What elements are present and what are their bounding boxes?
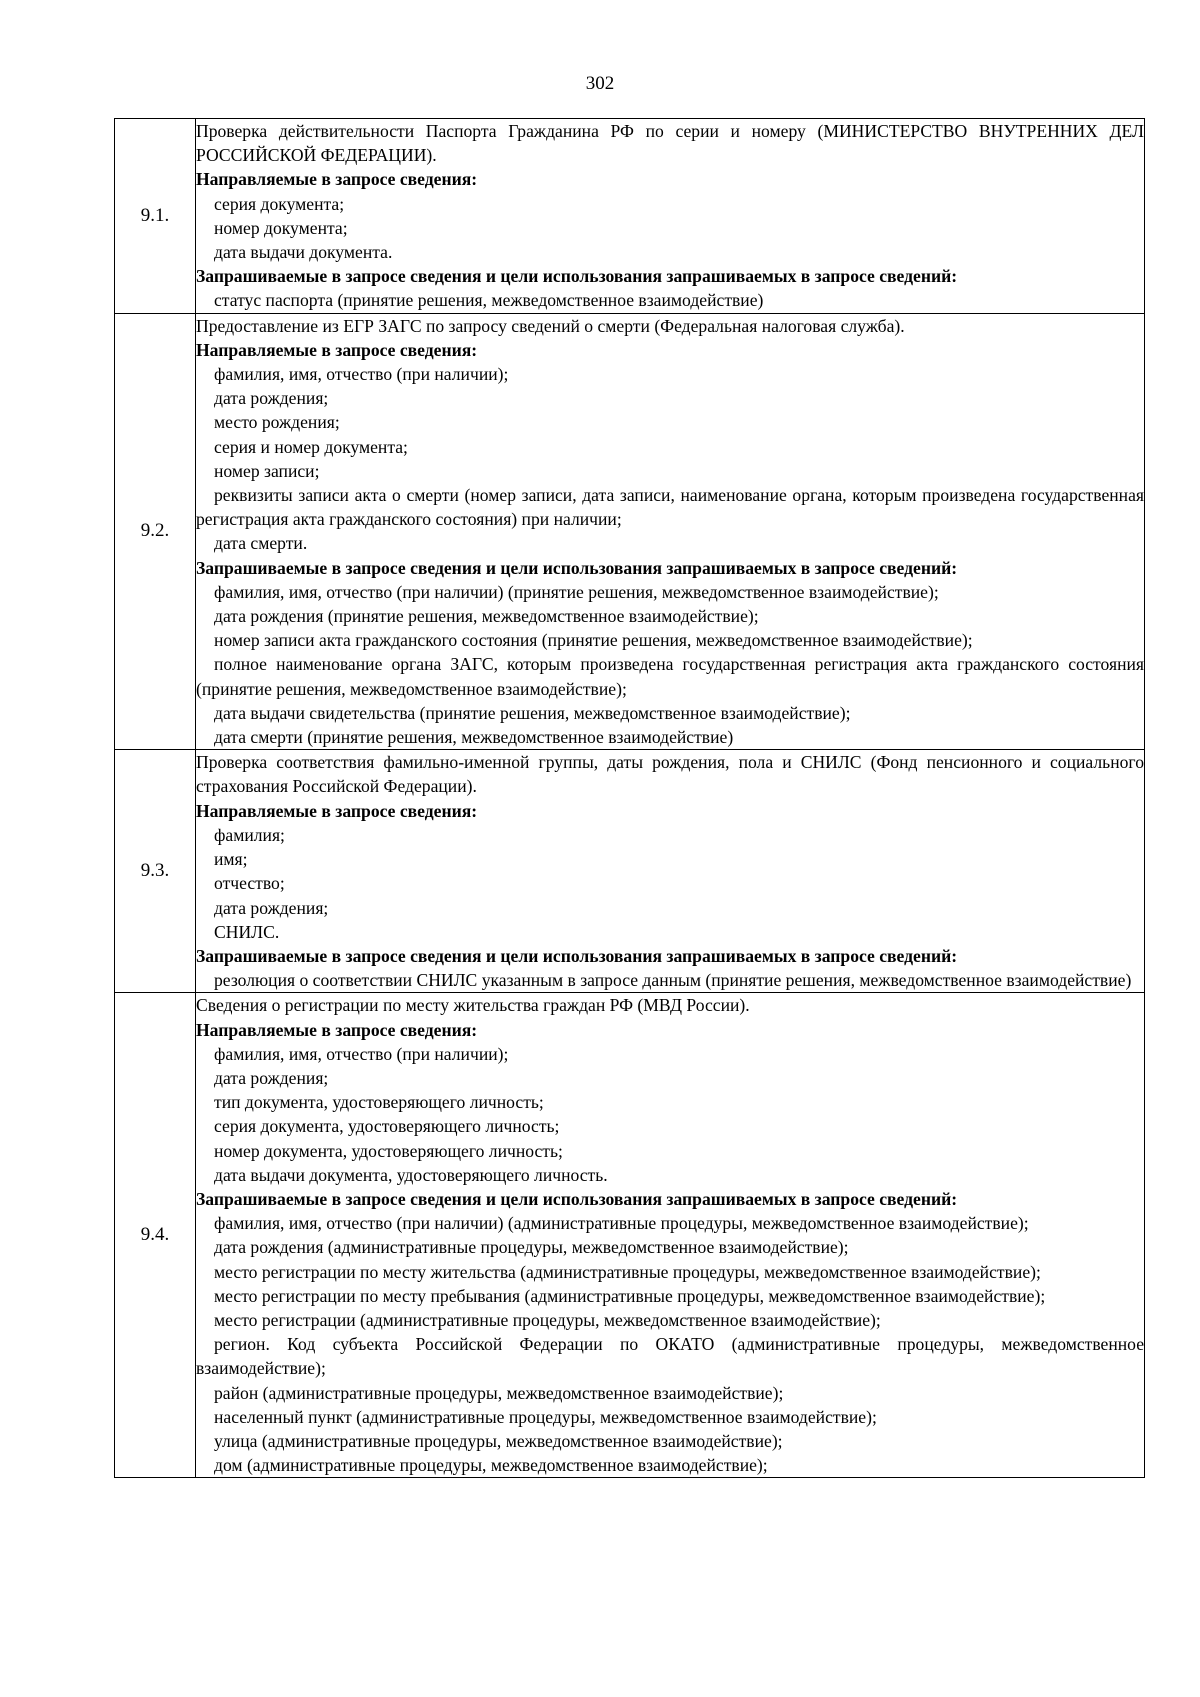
list-item: номер документа; [214, 217, 348, 238]
list-item: дата выдачи документа. [214, 242, 393, 263]
row-content [196, 750, 1145, 993]
section-heading: Запрашиваемые в запросе сведения и цели использования запрашиваемых в запросе сведений: [196, 266, 958, 287]
list-item: дата рождения; [214, 897, 329, 918]
page-number: 302 [585, 73, 615, 94]
list-item: СНИЛС. [214, 921, 280, 942]
list-item: номер документа, удостоверяющего личность; [214, 1140, 563, 1161]
row-content [196, 993, 1145, 1478]
row-content [196, 313, 1145, 750]
list-item: фамилия, имя, отчество (при наличии) (принятие решения, межведомственное взаимодействие); [214, 581, 939, 602]
list-item: серия документа, удостоверяющего личность; [214, 1116, 560, 1137]
row-number: 9.3. [115, 750, 196, 993]
list-item: реквизиты записи акта о смерти (номер записи, дата записи, наименование органа, которым произведена государственная регистрация акта гражданского состояния) при наличии; [196, 485, 1144, 530]
list-item: дата рождения (принятие решения, межведомственное взаимодействие); [214, 606, 759, 627]
table-row [115, 993, 1145, 1478]
section-heading: Направляемые в запросе сведения: [196, 800, 478, 821]
list-item: фамилия; [214, 824, 285, 845]
list-item: номер записи акта гражданского состояния (принятие решения, межведомственное взаимодействие); [214, 630, 973, 651]
list-item: дата выдачи документа, удостоверяющего личность. [214, 1164, 608, 1185]
table-row [115, 750, 1145, 993]
list-item: статус паспорта (принятие решения, межведомственное взаимодействие) [214, 290, 764, 311]
list-item: серия документа; [214, 193, 345, 214]
list-item: серия и номер документа; [214, 436, 408, 457]
list-item: регион. Код субъекта Российской Федерации по ОКАТО (административные процедуры, межведомственное взаимодействие); [196, 1334, 1144, 1379]
section-heading: Направляемые в запросе сведения: [196, 169, 478, 190]
section-heading: Направляемые в запросе сведения: [196, 1019, 478, 1040]
row-title: Предоставление из ЕГР ЗАГС по запросу сведений о смерти (Федеральная налоговая служба). [196, 315, 905, 336]
list-item: место регистрации по месту пребывания (административные процедуры, межведомственное взаимодействие); [214, 1285, 1046, 1306]
list-item: дата рождения; [214, 388, 329, 409]
table-row [115, 119, 1145, 314]
list-item: населенный пункт (административные процедуры, межведомственное взаимодействие); [214, 1406, 877, 1427]
section-heading: Запрашиваемые в запросе сведения и цели использования запрашиваемых в запросе сведений: [196, 557, 958, 578]
row-number: 9.2. [115, 313, 196, 750]
list-item: место рождения; [214, 412, 340, 433]
section-heading: Запрашиваемые в запросе сведения и цели использования запрашиваемых в запросе сведений: [196, 1188, 958, 1209]
list-item: номер записи; [214, 460, 320, 481]
requests-table [114, 118, 1145, 1478]
list-item: фамилия, имя, отчество (при наличии); [214, 364, 509, 385]
row-number: 9.4. [115, 993, 196, 1478]
section-heading: Направляемые в запросе сведения: [196, 339, 478, 360]
list-item: фамилия, имя, отчество (при наличии); [214, 1043, 509, 1064]
row-content [196, 119, 1145, 314]
row-number: 9.1. [115, 119, 196, 314]
list-item: полное наименование органа ЗАГС, которым произведена государственная регистрация акта гражданского состояния (принятие решения, межведомственное взаимодействие); [196, 654, 1144, 699]
list-item: отчество; [214, 873, 285, 894]
list-item: дата рождения (административные процедуры, межведомственное взаимодействие); [214, 1237, 849, 1258]
list-item: дата рождения; [214, 1067, 329, 1088]
list-item: район (административные процедуры, межведомственное взаимодействие); [214, 1382, 784, 1403]
row-title: Сведения о регистрации по месту жительства граждан РФ (МВД России). [196, 995, 750, 1016]
row-title: Проверка действительности Паспорта Гражданина РФ по серии и номеру (МИНИСТЕРСТВО ВНУТРЕННИХ ДЕЛ РОССИЙСКОЙ ФЕДЕРАЦИИ). [196, 121, 1144, 166]
list-item: имя; [214, 849, 248, 870]
list-item: фамилия, имя, отчество (при наличии) (административные процедуры, межведомственное взаимодействие); [214, 1213, 1029, 1234]
list-item: дата смерти. [214, 533, 308, 554]
list-item: дата выдачи свидетельства (принятие решения, межведомственное взаимодействие); [214, 702, 851, 723]
row-title: Проверка соответствия фамильно-именной группы, даты рождения, пола и СНИЛС (Фонд пенсионного и социального страхования Российской Федерации). [196, 752, 1144, 797]
list-item: резолюция о соответствии СНИЛС указанным в запросе данным (принятие решения, межведомственное взаимодействие) [214, 970, 1132, 991]
list-item: дата смерти (принятие решения, межведомственное взаимодействие) [214, 727, 734, 748]
table-body [115, 119, 1145, 1478]
list-item: тип документа, удостоверяющего личность; [214, 1092, 544, 1113]
section-heading: Запрашиваемые в запросе сведения и цели использования запрашиваемых в запросе сведений: [196, 945, 958, 966]
table-row [115, 313, 1145, 750]
list-item: улица (административные процедуры, межведомственное взаимодействие); [214, 1430, 783, 1451]
list-item: место регистрации по месту жительства (административные процедуры, межведомственное взаимодействие); [214, 1261, 1041, 1282]
list-item: место регистрации (административные процедуры, межведомственное взаимодействие); [214, 1309, 881, 1330]
list-item: дом (административные процедуры, межведомственное взаимодействие); [214, 1455, 768, 1476]
